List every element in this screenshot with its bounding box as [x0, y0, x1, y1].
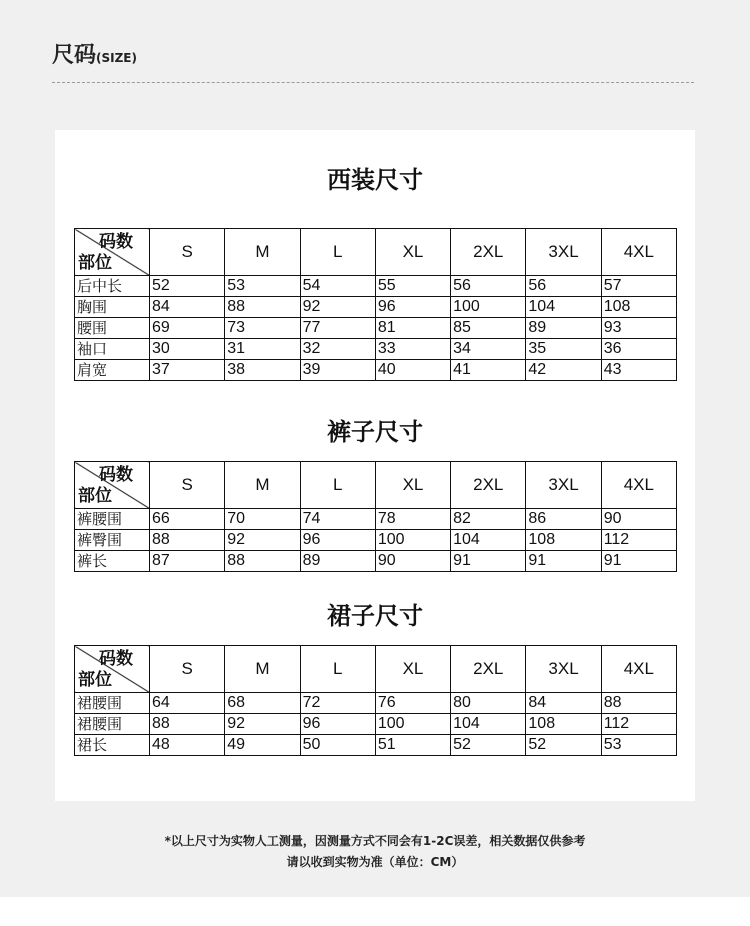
size-value-cell: 35 [526, 339, 601, 360]
page-title-text: 尺码 [52, 43, 97, 68]
size-value-cell: 96 [300, 714, 375, 735]
table-row [75, 297, 677, 318]
size-value-cell: 100 [375, 530, 450, 551]
row-label: 袖口 [75, 339, 150, 360]
corner-size-label: 码数 [99, 649, 133, 669]
size-value-cell: 69 [150, 318, 225, 339]
size-value-cell: 37 [150, 360, 225, 381]
bottom-strip [0, 897, 750, 926]
size-value-cell: 84 [150, 297, 225, 318]
size-value-cell: 91 [601, 551, 676, 572]
pants-size-title: 裤子尺寸 [327, 418, 423, 446]
row-label: 腰围 [75, 318, 150, 339]
size-value-cell: 52 [150, 276, 225, 297]
size-value-cell: 70 [225, 509, 300, 530]
table-row [75, 339, 677, 360]
row-label: 后中长 [75, 276, 150, 297]
size-column-header: 4XL [601, 646, 676, 693]
table-row [75, 318, 677, 339]
size-column-header: XL [375, 646, 450, 693]
table-corner-cell [75, 462, 150, 509]
row-label: 裤臀围 [75, 530, 150, 551]
size-value-cell: 76 [375, 693, 450, 714]
size-value-cell: 78 [375, 509, 450, 530]
size-value-cell: 77 [300, 318, 375, 339]
size-column-header: M [225, 229, 300, 276]
skirt-size-table [74, 645, 677, 756]
size-value-cell: 73 [225, 318, 300, 339]
size-value-cell: 88 [225, 551, 300, 572]
size-value-cell: 51 [375, 735, 450, 756]
size-column-header: 2XL [451, 462, 526, 509]
size-column-header: M [225, 462, 300, 509]
size-value-cell: 50 [300, 735, 375, 756]
size-column-header: 3XL [526, 229, 601, 276]
size-column-header: 2XL [451, 229, 526, 276]
table-row [75, 693, 677, 714]
size-column-header: 4XL [601, 229, 676, 276]
page-title-subtitle: (SIZE) [96, 51, 137, 65]
size-value-cell: 104 [526, 297, 601, 318]
size-value-cell: 72 [300, 693, 375, 714]
size-value-cell: 56 [526, 276, 601, 297]
size-value-cell: 57 [601, 276, 676, 297]
size-value-cell: 88 [150, 530, 225, 551]
size-value-cell: 38 [225, 360, 300, 381]
size-value-cell: 66 [150, 509, 225, 530]
size-value-cell: 104 [451, 714, 526, 735]
corner-part-label: 部位 [78, 253, 112, 273]
row-label: 肩宽 [75, 360, 150, 381]
size-value-cell: 93 [601, 318, 676, 339]
size-value-cell: 88 [225, 297, 300, 318]
row-label: 裤腰围 [75, 509, 150, 530]
size-chart-card [55, 130, 695, 801]
size-value-cell: 80 [451, 693, 526, 714]
size-value-cell: 90 [601, 509, 676, 530]
table-row [75, 551, 677, 572]
size-value-cell: 112 [601, 714, 676, 735]
size-value-cell: 112 [601, 530, 676, 551]
size-value-cell: 91 [451, 551, 526, 572]
footnote-line-2: 请以收到实物为准（单位：CM） [286, 855, 464, 869]
size-value-cell: 34 [451, 339, 526, 360]
size-column-header: L [300, 462, 375, 509]
table-row [75, 509, 677, 530]
table-header-row [75, 646, 677, 693]
size-value-cell: 85 [451, 318, 526, 339]
row-label: 裙腰围 [75, 693, 150, 714]
size-value-cell: 64 [150, 693, 225, 714]
size-value-cell: 74 [300, 509, 375, 530]
size-column-header: XL [375, 229, 450, 276]
size-column-header: 4XL [601, 462, 676, 509]
size-column-header: M [225, 646, 300, 693]
table-corner-cell [75, 646, 150, 693]
corner-size-label: 码数 [99, 232, 133, 252]
table-row [75, 735, 677, 756]
size-value-cell: 92 [225, 530, 300, 551]
row-label: 裙长 [75, 735, 150, 756]
size-value-cell: 86 [526, 509, 601, 530]
size-column-header: 2XL [451, 646, 526, 693]
header-divider [52, 82, 694, 83]
size-value-cell: 89 [526, 318, 601, 339]
size-value-cell: 55 [375, 276, 450, 297]
size-value-cell: 40 [375, 360, 450, 381]
size-value-cell: 100 [375, 714, 450, 735]
size-value-cell: 96 [300, 530, 375, 551]
page-title [52, 38, 137, 69]
table-corner-cell [75, 229, 150, 276]
size-value-cell: 56 [451, 276, 526, 297]
size-value-cell: 49 [225, 735, 300, 756]
size-value-cell: 33 [375, 339, 450, 360]
suit-size-table [74, 228, 677, 381]
size-value-cell: 104 [451, 530, 526, 551]
table-row [75, 276, 677, 297]
table-row [75, 530, 677, 551]
size-column-header: S [150, 462, 225, 509]
size-value-cell: 84 [526, 693, 601, 714]
table-row [75, 714, 677, 735]
corner-part-label: 部位 [78, 670, 112, 690]
size-column-header: 3XL [526, 646, 601, 693]
row-label: 裤长 [75, 551, 150, 572]
size-value-cell: 81 [375, 318, 450, 339]
size-column-header: S [150, 229, 225, 276]
size-value-cell: 32 [300, 339, 375, 360]
size-value-cell: 42 [526, 360, 601, 381]
size-value-cell: 36 [601, 339, 676, 360]
size-value-cell: 108 [526, 714, 601, 735]
size-column-header: XL [375, 462, 450, 509]
pants-size-table [74, 461, 677, 572]
size-column-header: L [300, 646, 375, 693]
size-value-cell: 88 [601, 693, 676, 714]
size-value-cell: 31 [225, 339, 300, 360]
size-column-header: S [150, 646, 225, 693]
size-value-cell: 39 [300, 360, 375, 381]
size-value-cell: 87 [150, 551, 225, 572]
size-value-cell: 53 [601, 735, 676, 756]
size-value-cell: 92 [300, 297, 375, 318]
size-value-cell: 92 [225, 714, 300, 735]
table-header-row [75, 462, 677, 509]
table-header-row [75, 229, 677, 276]
table-row [75, 360, 677, 381]
size-value-cell: 90 [375, 551, 450, 572]
skirt-size-title: 裙子尺寸 [327, 602, 423, 630]
size-column-header: L [300, 229, 375, 276]
footnote-line-1: *以上尺寸为实物人工测量，因测量方式不同会有1-2C误差，相关数据仅供参考 [164, 834, 586, 848]
suit-size-title: 西装尺寸 [327, 166, 423, 194]
size-value-cell: 52 [451, 735, 526, 756]
size-value-cell: 54 [300, 276, 375, 297]
size-value-cell: 108 [526, 530, 601, 551]
row-label: 裙腰围 [75, 714, 150, 735]
size-column-header: 3XL [526, 462, 601, 509]
size-value-cell: 91 [526, 551, 601, 572]
size-value-cell: 82 [451, 509, 526, 530]
size-value-cell: 52 [526, 735, 601, 756]
size-value-cell: 68 [225, 693, 300, 714]
size-value-cell: 48 [150, 735, 225, 756]
size-value-cell: 41 [451, 360, 526, 381]
size-value-cell: 108 [601, 297, 676, 318]
size-value-cell: 53 [225, 276, 300, 297]
size-value-cell: 43 [601, 360, 676, 381]
corner-size-label: 码数 [99, 465, 133, 485]
size-value-cell: 30 [150, 339, 225, 360]
size-value-cell: 100 [451, 297, 526, 318]
size-value-cell: 88 [150, 714, 225, 735]
size-value-cell: 96 [375, 297, 450, 318]
corner-part-label: 部位 [78, 486, 112, 506]
row-label: 胸围 [75, 297, 150, 318]
size-value-cell: 89 [300, 551, 375, 572]
